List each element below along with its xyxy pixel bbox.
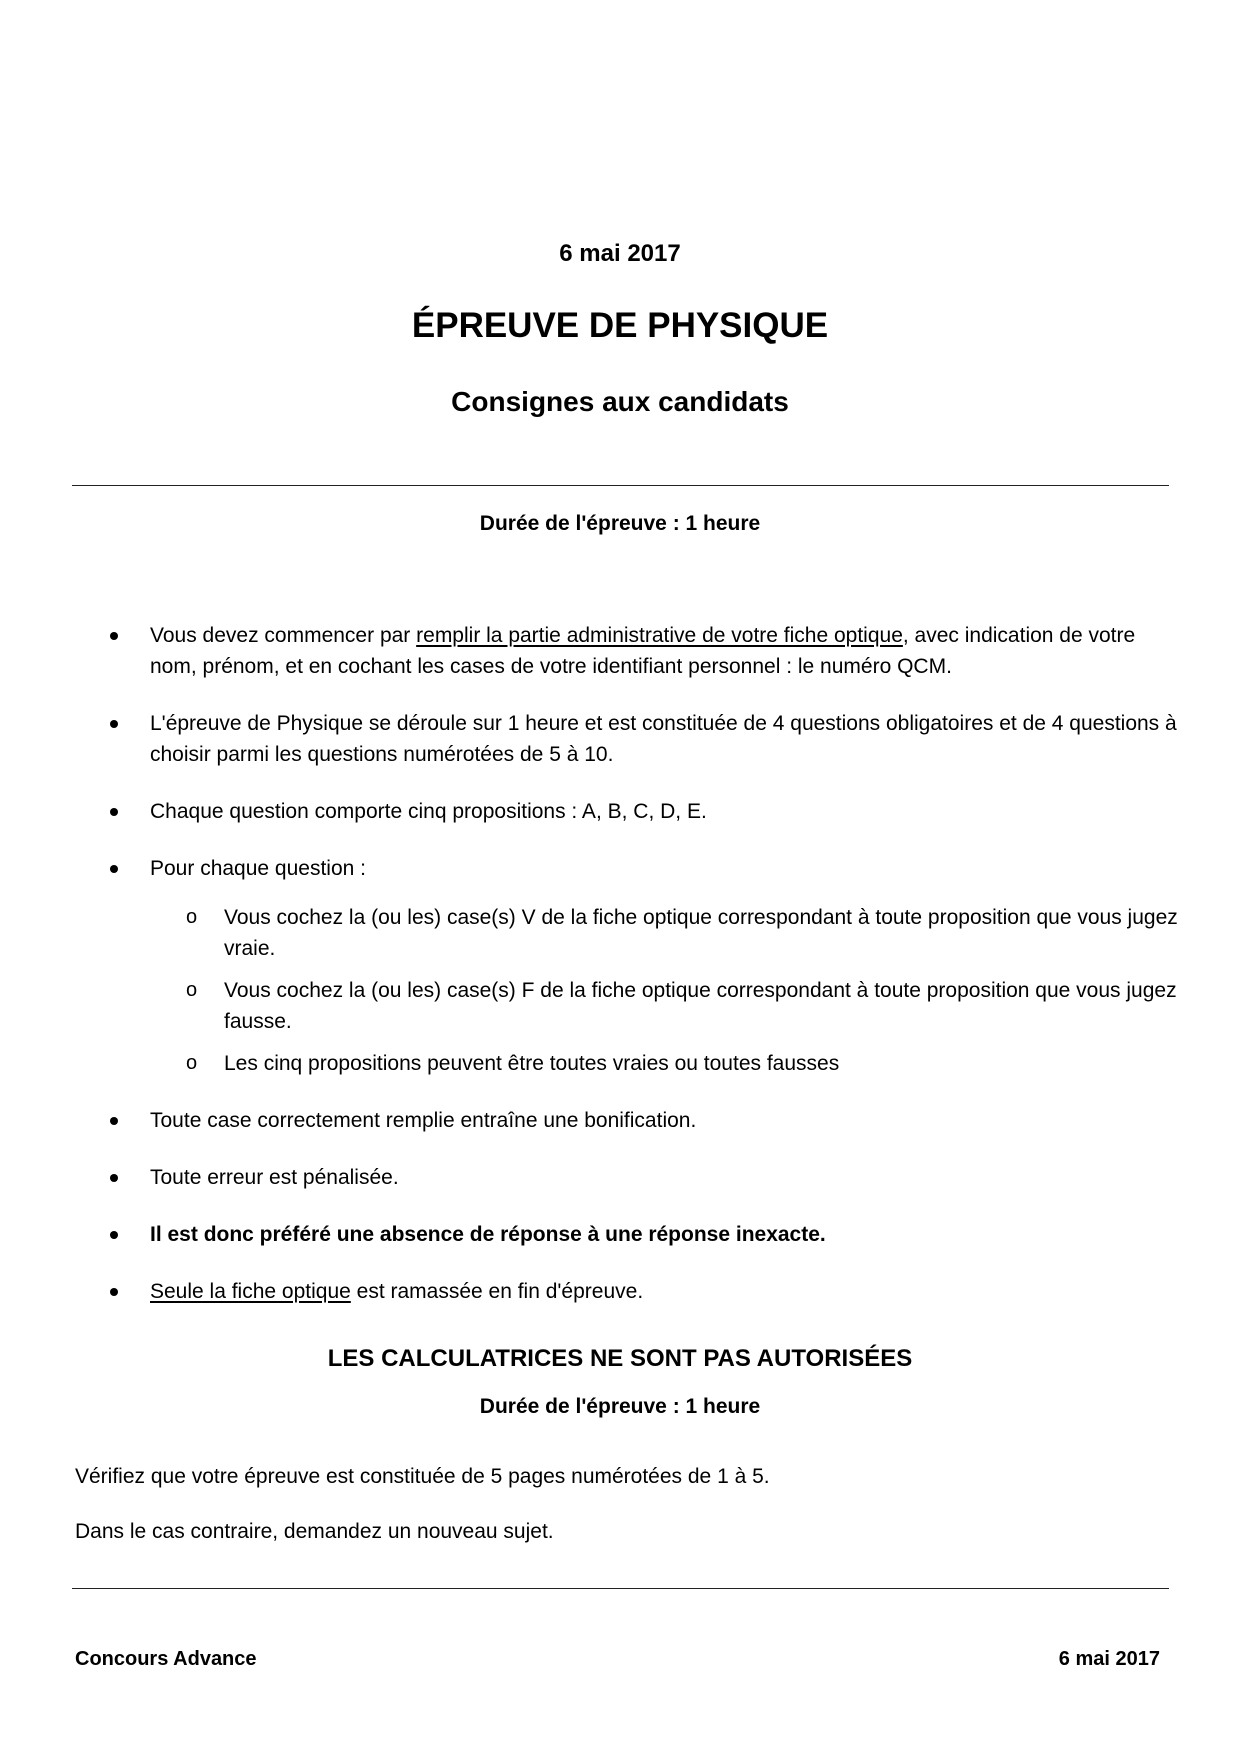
list-item xyxy=(110,708,1180,770)
instruction-underlined: Seule la fiche optique xyxy=(150,1280,351,1303)
sub-instruction-text: Vous cochez la (ou les) case(s) V de la fiche optique correspondant à toute proposition que vous jugez vraie. xyxy=(224,906,1178,960)
check-pages-text: Vérifiez que votre épreuve est constituée de 5 pages numérotées de 1 à 5. xyxy=(75,1465,770,1488)
list-item xyxy=(110,1276,1180,1307)
bullet-icon xyxy=(110,632,118,640)
sub-instruction-text: Vous cochez la (ou les) case(s) F de la fiche optique correspondant à toute proposition que vous jugez fausse. xyxy=(224,979,1177,1033)
instruction-text: Toute erreur est pénalisée. xyxy=(150,1166,399,1189)
list-item xyxy=(110,1105,1180,1136)
instruction-text: Chaque question comporte cinq propositions : A, B, C, D, E. xyxy=(150,800,707,823)
instruction-text: , avec indication de votre nom, prénom, et en cochant les cases de votre identifiant personnel : le numéro QCM. xyxy=(150,624,1136,678)
instruction-text: est ramassée en fin d'épreuve. xyxy=(350,1280,644,1303)
sub-instructions-list xyxy=(110,902,1180,1079)
list-item xyxy=(110,853,1180,884)
sub-list-item xyxy=(110,1048,1180,1079)
bullet-icon xyxy=(110,865,118,873)
instruction-underlined: remplir la partie administrative de votre fiche optique xyxy=(416,624,903,647)
list-item xyxy=(110,1219,1180,1250)
sub-list-item xyxy=(110,975,1180,1037)
exam-duration-repeat: Durée de l'épreuve : 1 heure xyxy=(479,1395,761,1418)
bullet-icon xyxy=(110,808,118,816)
footer-left: Concours Advance xyxy=(75,1648,257,1670)
sub-instruction-text: Les cinq propositions peuvent être toutes vraies ou toutes fausses xyxy=(224,1052,840,1075)
instruction-text: Toute case correctement remplie entraîne une bonification. xyxy=(150,1109,697,1132)
otherwise-text: Dans le cas contraire, demandez un nouveau sujet. xyxy=(75,1520,554,1543)
list-item xyxy=(110,620,1180,682)
bottom-divider xyxy=(72,1588,1169,1589)
instruction-text: L'épreuve de Physique se déroule sur 1 heure et est constituée de 4 questions obligatoires et de 4 questions à choisir parmi les questions numérotées de 5 à 10. xyxy=(150,712,1177,766)
bullet-icon xyxy=(110,1174,118,1182)
footer-right: 6 mai 2017 xyxy=(1058,1648,1160,1670)
exam-date: 6 mai 2017 xyxy=(559,240,681,267)
sub-bullet-marker: o xyxy=(186,906,198,928)
instruction-text: Vous devez commencer par xyxy=(150,624,417,647)
sub-bullet-marker: o xyxy=(186,1052,198,1074)
sub-bullet-marker: o xyxy=(186,979,198,1001)
page-title: ÉPREUVE DE PHYSIQUE xyxy=(411,306,829,345)
top-divider xyxy=(72,485,1169,486)
bullet-icon xyxy=(110,1231,118,1239)
instruction-text-bold: Il est donc préféré une absence de réponse à une réponse inexacte. xyxy=(150,1223,826,1246)
page-subtitle: Consignes aux candidats xyxy=(451,386,789,417)
bullet-icon xyxy=(110,1288,118,1296)
bullet-icon xyxy=(110,1117,118,1125)
bullet-icon xyxy=(110,720,118,728)
list-item xyxy=(110,1162,1180,1193)
list-item xyxy=(110,796,1180,827)
sub-list-item xyxy=(110,902,1180,964)
calculators-notice: LES CALCULATRICES NE SONT PAS AUTORISÉES xyxy=(327,1345,913,1372)
instructions-list xyxy=(110,620,1180,1333)
exam-duration: Durée de l'épreuve : 1 heure xyxy=(479,512,761,535)
instruction-text: Pour chaque question : xyxy=(150,857,366,880)
